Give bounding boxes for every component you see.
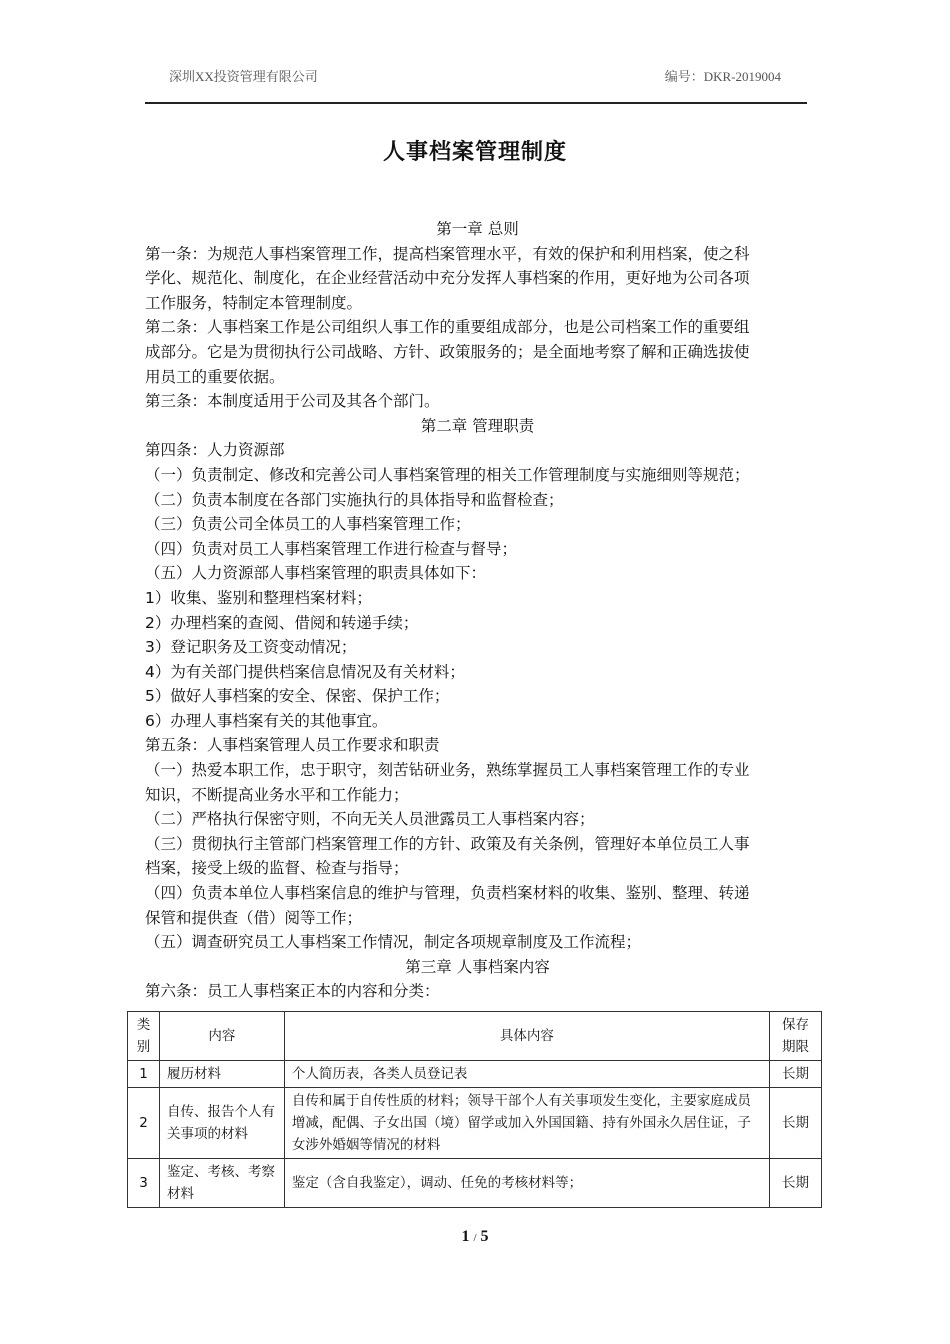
header-retention: 保存期限	[770, 1012, 822, 1061]
body-line: 第五条：人事档案管理人员工作要求和职责	[145, 736, 440, 755]
chapter-heading: 第三章 人事档案内容	[405, 957, 550, 976]
body-line: （二）严格执行保密守则，不向无关人员泄露员工人事档案内容；	[145, 810, 595, 829]
body-line: 第二条：人事档案工作是公司组织人事工作的重要组成部分，也是公司档案工作的重要组	[145, 318, 750, 337]
body-line: 档案，接受上级的监督、检查与指导；	[145, 859, 409, 878]
row-content: 自传、报告个人有关事项的材料	[159, 1088, 284, 1159]
chapter-heading: 第一章 总则	[436, 220, 519, 238]
body-line: 学化、规范化、制度化，在企业经营活动中充分发挥人事档案的作用，更好地为公司各项	[145, 269, 750, 288]
page-number	[0, 1228, 950, 1246]
body-line: 5）做好人事档案的安全、保密、保护工作；	[145, 687, 450, 706]
row-detail: 鉴定（含自我鉴定），调动、任免的考核材料等；	[284, 1159, 769, 1208]
body-line: 工作服务，特制定本管理制度。	[145, 293, 363, 312]
table-row	[128, 1159, 822, 1208]
body-line: 第三条：本制度适用于公司及其各个部门。	[145, 392, 440, 411]
body-line: （四）负责本单位人事档案信息的维护与管理，负责档案材料的收集、鉴别、整理、转递	[145, 884, 750, 903]
document-title: 人事档案管理制度	[382, 140, 567, 165]
row-category: 1	[128, 1061, 160, 1088]
body-line: 1）收集、鉴别和整理档案材料；	[145, 588, 372, 607]
body-line: （一）负责制定、修改和完善公司人事档案管理的相关工作管理制度与实施细则等规范；	[145, 465, 750, 484]
body-line: 保管和提供查（借）阅等工作；	[145, 908, 363, 927]
row-detail: 自传和属于自传性质的材料；领导干部个人有关事项发生变化，主要家庭成员增减，配偶、子女出国（境）留学或加入外国国籍、持有外国永久居住证，子女涉外婚姻等情况的材料	[284, 1088, 769, 1159]
header-category: 类别	[128, 1012, 160, 1061]
body-line: 第六条：员工人事档案正本的内容和分类：	[145, 982, 440, 1001]
body-line: 第一条：为规范人事档案管理工作，提高档案管理水平，有效的保护和利用档案，使之科	[145, 244, 750, 263]
body-line: 3）登记职务及工资变动情况；	[145, 638, 357, 657]
row-content: 鉴定、考核、考察材料	[159, 1159, 284, 1208]
row-category: 3	[128, 1159, 160, 1208]
row-category: 2	[128, 1088, 160, 1159]
chapter-heading: 第二章 管理职责	[420, 416, 535, 435]
total-pages: 5	[480, 1228, 489, 1245]
document-number: 编号：DKR-2019004	[664, 69, 781, 84]
header-content: 内容	[159, 1012, 284, 1061]
body-line: 知识，不断提高业务水平和工作能力；	[145, 785, 409, 804]
body-line: （三）负责公司全体员工的人事档案管理工作；	[145, 515, 471, 534]
row-retention: 长期	[770, 1088, 822, 1159]
body-line: 6）办理人事档案有关的其他事宜。	[145, 711, 388, 730]
row-content: 履历材料	[159, 1061, 284, 1088]
body-line: 成部分。它是为贯彻执行公司战略、方针、政策服务的；是全面地考察了解和正确选拔使	[145, 342, 750, 361]
row-retention: 长期	[770, 1061, 822, 1088]
header-rule	[145, 102, 807, 104]
page-separator: /	[473, 1232, 477, 1244]
row-detail: 个人简历表，各类人员登记表	[284, 1061, 769, 1088]
body-line: （五）调查研究员工人事档案工作情况，制定各项规章制度及工作流程；	[145, 933, 642, 952]
body-line: 用员工的重要依据。	[145, 367, 285, 386]
company-name: 深圳XX投资管理有限公司	[169, 69, 318, 84]
archive-category-table	[127, 1011, 822, 1208]
body-line: （二）负责本制度在各部门实施执行的具体指导和监督检查；	[145, 490, 564, 509]
body-line: （一）热爱本职工作，忠于职守，刻苦钻研业务，熟练掌握员工人事档案管理工作的专业	[145, 761, 750, 780]
body-line: 第四条：人力资源部	[145, 441, 285, 460]
page-header	[145, 66, 805, 90]
body-line: （五）人力资源部人事档案管理的职责具体如下：	[145, 564, 487, 583]
body-line: （四）负责对员工人事档案管理工作进行检查与督导；	[145, 539, 518, 558]
table-header-row	[128, 1012, 822, 1061]
table-row	[128, 1088, 822, 1159]
document-body	[145, 217, 810, 1004]
row-retention: 长期	[770, 1159, 822, 1208]
body-line: 4）为有关部门提供档案信息情况及有关材料；	[145, 662, 465, 681]
body-line: 2）办理档案的查阅、借阅和转递手续；	[145, 613, 419, 632]
table-row	[128, 1061, 822, 1088]
header-detail: 具体内容	[284, 1012, 769, 1061]
current-page: 1	[461, 1228, 470, 1245]
body-line: （三）贯彻执行主管部门档案管理工作的方针、政策及有关条例，管理好本单位员工人事	[145, 834, 750, 853]
